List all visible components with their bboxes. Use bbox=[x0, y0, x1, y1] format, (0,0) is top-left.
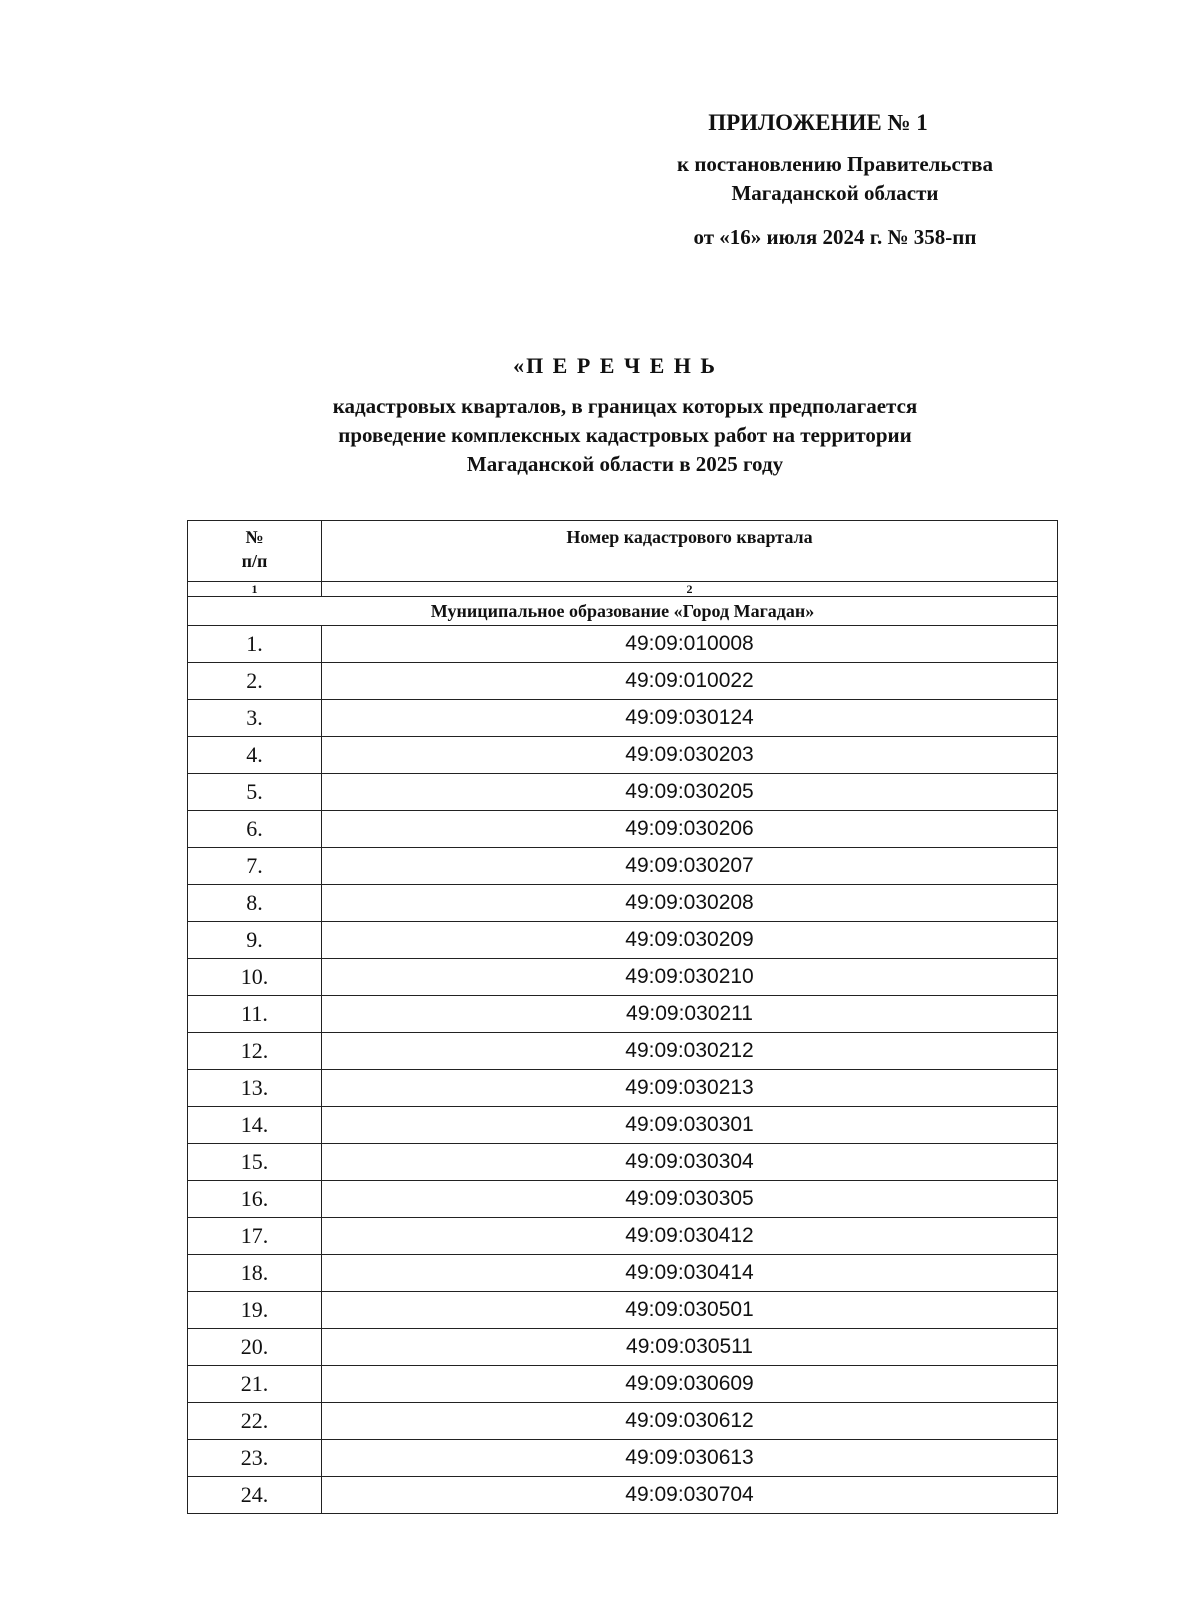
cadastral-code-cell: 49:09:030612 bbox=[322, 1403, 1058, 1440]
row-number-cell: 20. bbox=[188, 1329, 322, 1366]
row-number-cell: 21. bbox=[188, 1366, 322, 1403]
row-number-cell: 6. bbox=[188, 811, 322, 848]
table-row bbox=[188, 1403, 1058, 1440]
table-row bbox=[188, 996, 1058, 1033]
row-number-cell: 1. bbox=[188, 626, 322, 663]
document-subtitle-line-3: Магаданской области в 2025 году bbox=[466, 452, 784, 476]
cadastral-code-cell: 49:09:030209 bbox=[322, 922, 1058, 959]
document-subtitle-line-2: проведение комплексных кадастровых работ на территории bbox=[338, 423, 912, 447]
section-row bbox=[188, 597, 1058, 626]
table-row bbox=[188, 1366, 1058, 1403]
appendix-block bbox=[600, 108, 1070, 252]
appendix-title: ПРИЛОЖЕНИЕ № 1 bbox=[708, 110, 928, 135]
cadastral-code-cell: 49:09:030412 bbox=[322, 1218, 1058, 1255]
table-row bbox=[188, 737, 1058, 774]
row-number-cell: 22. bbox=[188, 1403, 322, 1440]
table-row bbox=[188, 885, 1058, 922]
document-heading: «П Е Р Е Ч Е Н Ь bbox=[513, 353, 717, 378]
table-header-row bbox=[188, 521, 1058, 582]
row-number-cell: 24. bbox=[188, 1477, 322, 1514]
cadastral-code-cell: 49:09:030301 bbox=[322, 1107, 1058, 1144]
cadastral-code-cell: 49:09:030305 bbox=[322, 1181, 1058, 1218]
appendix-line-1: к постановлению Правительства bbox=[676, 152, 994, 176]
cadastral-code-cell: 49:09:030613 bbox=[322, 1440, 1058, 1477]
appendix-line-2: Магаданской области bbox=[731, 181, 939, 205]
cadastral-quarters-table bbox=[187, 520, 1058, 1514]
cadastral-code-cell: 49:09:010022 bbox=[322, 663, 1058, 700]
cadastral-code-cell: 49:09:030208 bbox=[322, 885, 1058, 922]
appendix-date: от «16» июля 2024 г. № 358-пп bbox=[693, 225, 977, 249]
cadastral-code-cell: 49:09:030211 bbox=[322, 996, 1058, 1033]
cadastral-code-cell: 49:09:030414 bbox=[322, 1255, 1058, 1292]
table-row bbox=[188, 1070, 1058, 1107]
row-number-cell: 7. bbox=[188, 848, 322, 885]
row-number-cell: 19. bbox=[188, 1292, 322, 1329]
row-number-cell: 15. bbox=[188, 1144, 322, 1181]
table-row bbox=[188, 1255, 1058, 1292]
row-number-cell: 3. bbox=[188, 700, 322, 737]
cadastral-code-cell: 49:09:030207 bbox=[322, 848, 1058, 885]
cadastral-code-cell: 49:09:010008 bbox=[322, 626, 1058, 663]
table-row bbox=[188, 922, 1058, 959]
row-number-cell: 14. bbox=[188, 1107, 322, 1144]
row-number-cell: 9. bbox=[188, 922, 322, 959]
cadastral-code-cell: 49:09:030213 bbox=[322, 1070, 1058, 1107]
header-number-cell bbox=[188, 521, 322, 582]
document-subtitle bbox=[200, 392, 1050, 479]
cadastral-code-cell: 49:09:030203 bbox=[322, 737, 1058, 774]
header-number-abbrev: п/п bbox=[241, 551, 268, 571]
table-row bbox=[188, 1144, 1058, 1181]
row-number-cell: 10. bbox=[188, 959, 322, 996]
table-row bbox=[188, 626, 1058, 663]
cadastral-code-cell: 49:09:030511 bbox=[322, 1329, 1058, 1366]
header-code-cell: Номер кадастрового квартала bbox=[322, 521, 1058, 582]
column-number-2: 2 bbox=[322, 582, 1058, 597]
cadastral-code-cell: 49:09:030205 bbox=[322, 774, 1058, 811]
row-number-cell: 4. bbox=[188, 737, 322, 774]
table-row bbox=[188, 1477, 1058, 1514]
cadastral-code-cell: 49:09:030609 bbox=[322, 1366, 1058, 1403]
row-number-cell: 18. bbox=[188, 1255, 322, 1292]
cadastral-code-cell: 49:09:030124 bbox=[322, 700, 1058, 737]
table-row bbox=[188, 1292, 1058, 1329]
table-row bbox=[188, 700, 1058, 737]
table-row bbox=[188, 1033, 1058, 1070]
row-number-cell: 2. bbox=[188, 663, 322, 700]
cadastral-code-cell: 49:09:030704 bbox=[322, 1477, 1058, 1514]
cadastral-code-cell: 49:09:030501 bbox=[322, 1292, 1058, 1329]
row-number-cell: 13. bbox=[188, 1070, 322, 1107]
row-number-cell: 12. bbox=[188, 1033, 322, 1070]
row-number-cell: 16. bbox=[188, 1181, 322, 1218]
table-row bbox=[188, 959, 1058, 996]
document-title-block bbox=[200, 352, 1050, 479]
table-row bbox=[188, 1181, 1058, 1218]
table-row bbox=[188, 1218, 1058, 1255]
row-number-cell: 8. bbox=[188, 885, 322, 922]
column-number-1: 1 bbox=[188, 582, 322, 597]
document-subtitle-line-1: кадастровых кварталов, в границах которых предполагается bbox=[332, 394, 918, 418]
section-title: Муниципальное образование «Город Магадан» bbox=[188, 597, 1058, 626]
cadastral-code-cell: 49:09:030210 bbox=[322, 959, 1058, 996]
column-number-row bbox=[188, 582, 1058, 597]
row-number-cell: 17. bbox=[188, 1218, 322, 1255]
header-number-sign: № bbox=[245, 527, 264, 547]
row-number-cell: 23. bbox=[188, 1440, 322, 1477]
table-row bbox=[188, 1440, 1058, 1477]
table-row bbox=[188, 1329, 1058, 1366]
row-number-cell: 5. bbox=[188, 774, 322, 811]
table-row bbox=[188, 848, 1058, 885]
cadastral-code-cell: 49:09:030304 bbox=[322, 1144, 1058, 1181]
cadastral-code-cell: 49:09:030206 bbox=[322, 811, 1058, 848]
table-row bbox=[188, 811, 1058, 848]
row-number-cell: 11. bbox=[188, 996, 322, 1033]
table-row bbox=[188, 663, 1058, 700]
table-row bbox=[188, 1107, 1058, 1144]
cadastral-code-cell: 49:09:030212 bbox=[322, 1033, 1058, 1070]
table-row bbox=[188, 774, 1058, 811]
